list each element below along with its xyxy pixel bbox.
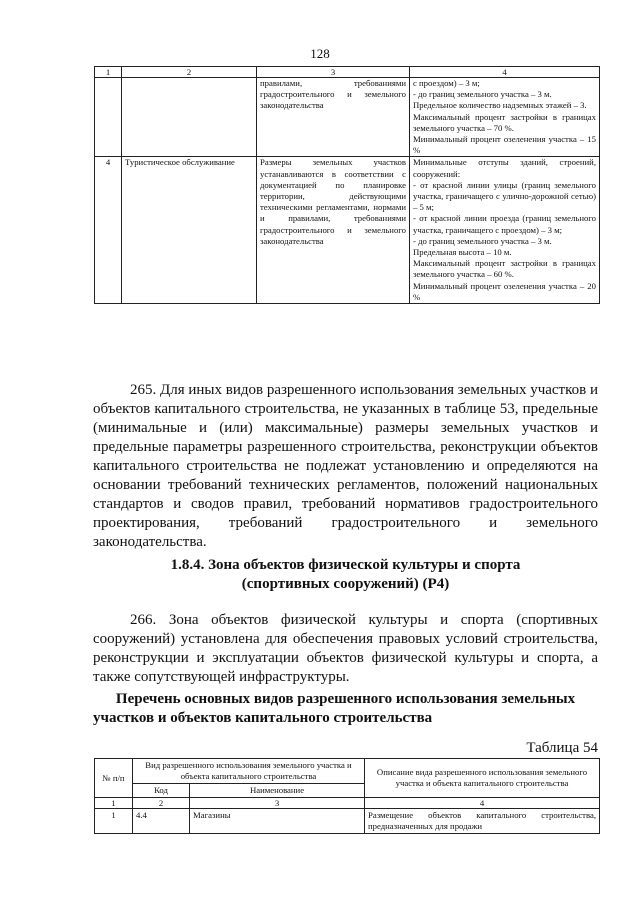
- limit-line: Минимальный процент озеленения участка – 15 %: [413, 134, 596, 156]
- use-type-name: Туристическое обслуживание: [122, 157, 257, 304]
- column-header-use-type: Вид разрешенного использования земельного участка и объекта капитального строительства: [133, 759, 365, 784]
- limit-parameters: [410, 78, 600, 157]
- use-type-name: [122, 78, 257, 157]
- table-caption: Таблица 54: [526, 740, 598, 756]
- limit-line: Минимальный процент озеленения участка – 20 %: [413, 280, 596, 302]
- column-header-code: Код: [133, 784, 190, 798]
- table-index-cell: 3: [190, 798, 365, 809]
- table-index-cell: 2: [133, 798, 190, 809]
- table-index-cell: 1: [95, 798, 133, 809]
- use-type-description: Размещение объектов капитального строительства, предназначенных для продажи: [365, 809, 600, 834]
- column-header-number: № п/п: [95, 759, 133, 798]
- list-heading-line-1: Перечень основных видов разрешенного использования земельных: [115, 691, 576, 707]
- column-header-description: Описание вида разрешенного использования земельного участка и объекта капитального строительства: [365, 759, 600, 798]
- limit-line: Максимальный процент застройки в границах земельного участка – 70 %.: [413, 111, 596, 133]
- table-index-cell: 4: [365, 798, 600, 809]
- row-number: 4: [95, 157, 122, 304]
- table-54: [94, 758, 600, 834]
- limit-line: Минимальные отступы зданий, строений, сооружений:: [413, 157, 596, 179]
- limit-line: - до границ земельного участка – 3 м.: [413, 89, 552, 100]
- limit-parameters: [410, 157, 600, 304]
- row-number: [95, 78, 122, 157]
- use-type-code: 4.4: [133, 809, 190, 834]
- limit-line: - от красной линии улицы (границ земельного участка, граничащего с улично-дорожной сетью) – 5 м;: [413, 179, 596, 213]
- table-index-cell: 1: [95, 67, 122, 78]
- limit-line: Максимальный процент застройки в границах земельного участка – 60 %.: [413, 258, 596, 280]
- use-type-name: Магазины: [190, 809, 365, 834]
- plot-size-parameters: Размеры земельных участков устанавливаются в соответствии с документацией по планировке территории, действующими техническими регламентами, нормами и правилами, требованиями градостроительного и земельного законодательства: [257, 157, 410, 304]
- limit-line: Предельная высота – 10 м.: [413, 247, 512, 258]
- paragraph-266: 266. Зона объектов физической культуры и спорта (спортивных сооружений) установлена для обеспечения правовых условий строительства, реконструкции и эксплуатации объектов физической культуры и спорта, а также сопутствующей инфраструктуры.: [93, 612, 598, 685]
- column-header-name: Наименование: [190, 784, 365, 798]
- paragraph-265: 265. Для иных видов разрешенного использования земельных участков и объектов капитального строительства, не указанных в таблице 53, предельные (минимальные и (или) максимальные) размеры земельных участков и предельные параметры разрешенного строительства, реконструкции объектов капитального строительства не подлежат установлению и определяются на основании требований технических регламентов, положений национальных стандартов и сводов правил, требований нормативов градостроительного проектирования, требований градостроительного и земельного законодательства.: [93, 382, 598, 550]
- limit-line: с проездом) – 3 м;: [413, 78, 480, 88]
- section-heading-line-1: 1.8.4. Зона объектов физической культуры и спорта: [170, 557, 521, 573]
- section-heading-line-2: (спортивных сооружений) (Р4): [241, 576, 450, 592]
- list-heading-line-2: участков и объектов капитального строительства: [93, 710, 433, 726]
- page-number: 128: [310, 46, 330, 61]
- table-index-cell: 4: [410, 67, 600, 78]
- table-row: [95, 809, 600, 834]
- table-index-cell: 2: [122, 67, 257, 78]
- limit-line: Предельное количество надземных этажей – 3.: [413, 100, 587, 111]
- table-header-row: [95, 759, 600, 784]
- row-number: 1: [95, 809, 133, 834]
- table-row: [95, 157, 600, 304]
- table-index-row: [95, 67, 600, 78]
- limits-table-continued: [94, 66, 600, 304]
- table-row: [95, 78, 600, 157]
- limit-line: - от красной линии проезда (границ земельного участка, граничащего с проездом) – 3 м;: [413, 213, 596, 235]
- plot-size-parameters: правилами, требованиями градостроительного и земельного законодательства: [257, 78, 410, 157]
- limit-line: - до границ земельного участка – 3 м.: [413, 235, 552, 246]
- table-index-row: [95, 798, 600, 809]
- table-index-cell: 3: [257, 67, 410, 78]
